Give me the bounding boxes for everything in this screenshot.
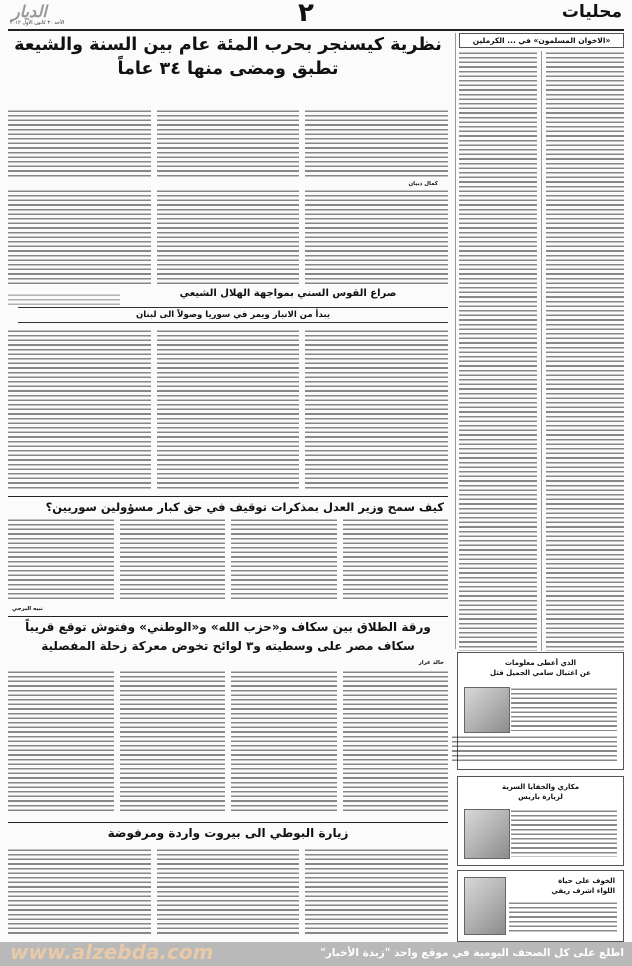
box-rifi-title: الخوف على حياة [558,877,615,885]
main-headline: نظرية كيسنجر بحرب المئة عام بين السنة والشيعة [14,35,442,55]
boutros-story [8,826,448,938]
justice-story [8,500,448,612]
masthead-logo: الديار [12,2,47,21]
main-subhead-2: يبدأ من الانبار ويمر في سوريا وصولاً الى لبنان [135,310,331,320]
box-gemayel-title: الذي أعطى معلومات [505,659,576,667]
divorce-story [8,620,448,820]
justice-byline: نبيه البرجي [12,606,43,612]
main-headline-line2: تطبق ومضى منها ٣٤ عاماً [117,59,339,79]
rifi-photo [464,877,506,935]
side-column-headline: «الاخوان المسلمون» في ... الكرملين [472,36,611,45]
divorce-byline: خالد عرار [418,660,444,666]
box-rifi [457,870,624,942]
box-paris [457,776,624,866]
box-gemayel [457,652,624,770]
main-story [8,33,448,493]
footer-promo: اطلع على كل الصحف اليومية في موقع واحد "زبدة الأخبار" [320,947,624,959]
gemayel-photo [464,687,510,733]
side-column-text-right [546,51,624,651]
paris-photo [464,809,510,859]
page-number: ٢ [298,0,314,28]
divorce-headline: ورقة الطلاق بين سكاف و«حزب الله» و«الوطني» وفتوش توقع قريباً [25,620,431,634]
masthead-rule [8,29,624,31]
section-title: محليات [561,2,622,22]
boutros-headline: زيارة البوطي الى بيروت واردة ومرفوضة [107,826,349,840]
main-subhead: صراع القوس السني بمواجهة الهلال الشيعي [179,288,397,299]
side-column-head [459,33,624,48]
box-rifi-subtitle: اللواء اشرف ريفي [551,887,615,895]
main-byline: كمال ذبيان [408,181,438,187]
side-column-text-left [459,51,537,651]
footer-watermark: www.alzebda.com [10,940,214,964]
box-gemayel-subtitle: عن اغتيال سامي الجميل قتل [490,669,591,677]
box-paris-title: مكاري والخفايا السرية [501,783,580,791]
box-paris-subtitle: لزيارة باريس [518,793,563,801]
issue-date: الأحد ٣٠ كانون الأول ٢٠١٢ [10,20,65,26]
side-column [459,33,624,649]
justice-headline: كيف سمح وزير العدل بمذكرات توقيف في حق كبار مسؤولين سوريين؟ [45,500,444,514]
divorce-headline-line2: سكاف مصر على وسطيته و٣ لوائح تخوض معركة زحلة المفصلية [41,639,415,653]
